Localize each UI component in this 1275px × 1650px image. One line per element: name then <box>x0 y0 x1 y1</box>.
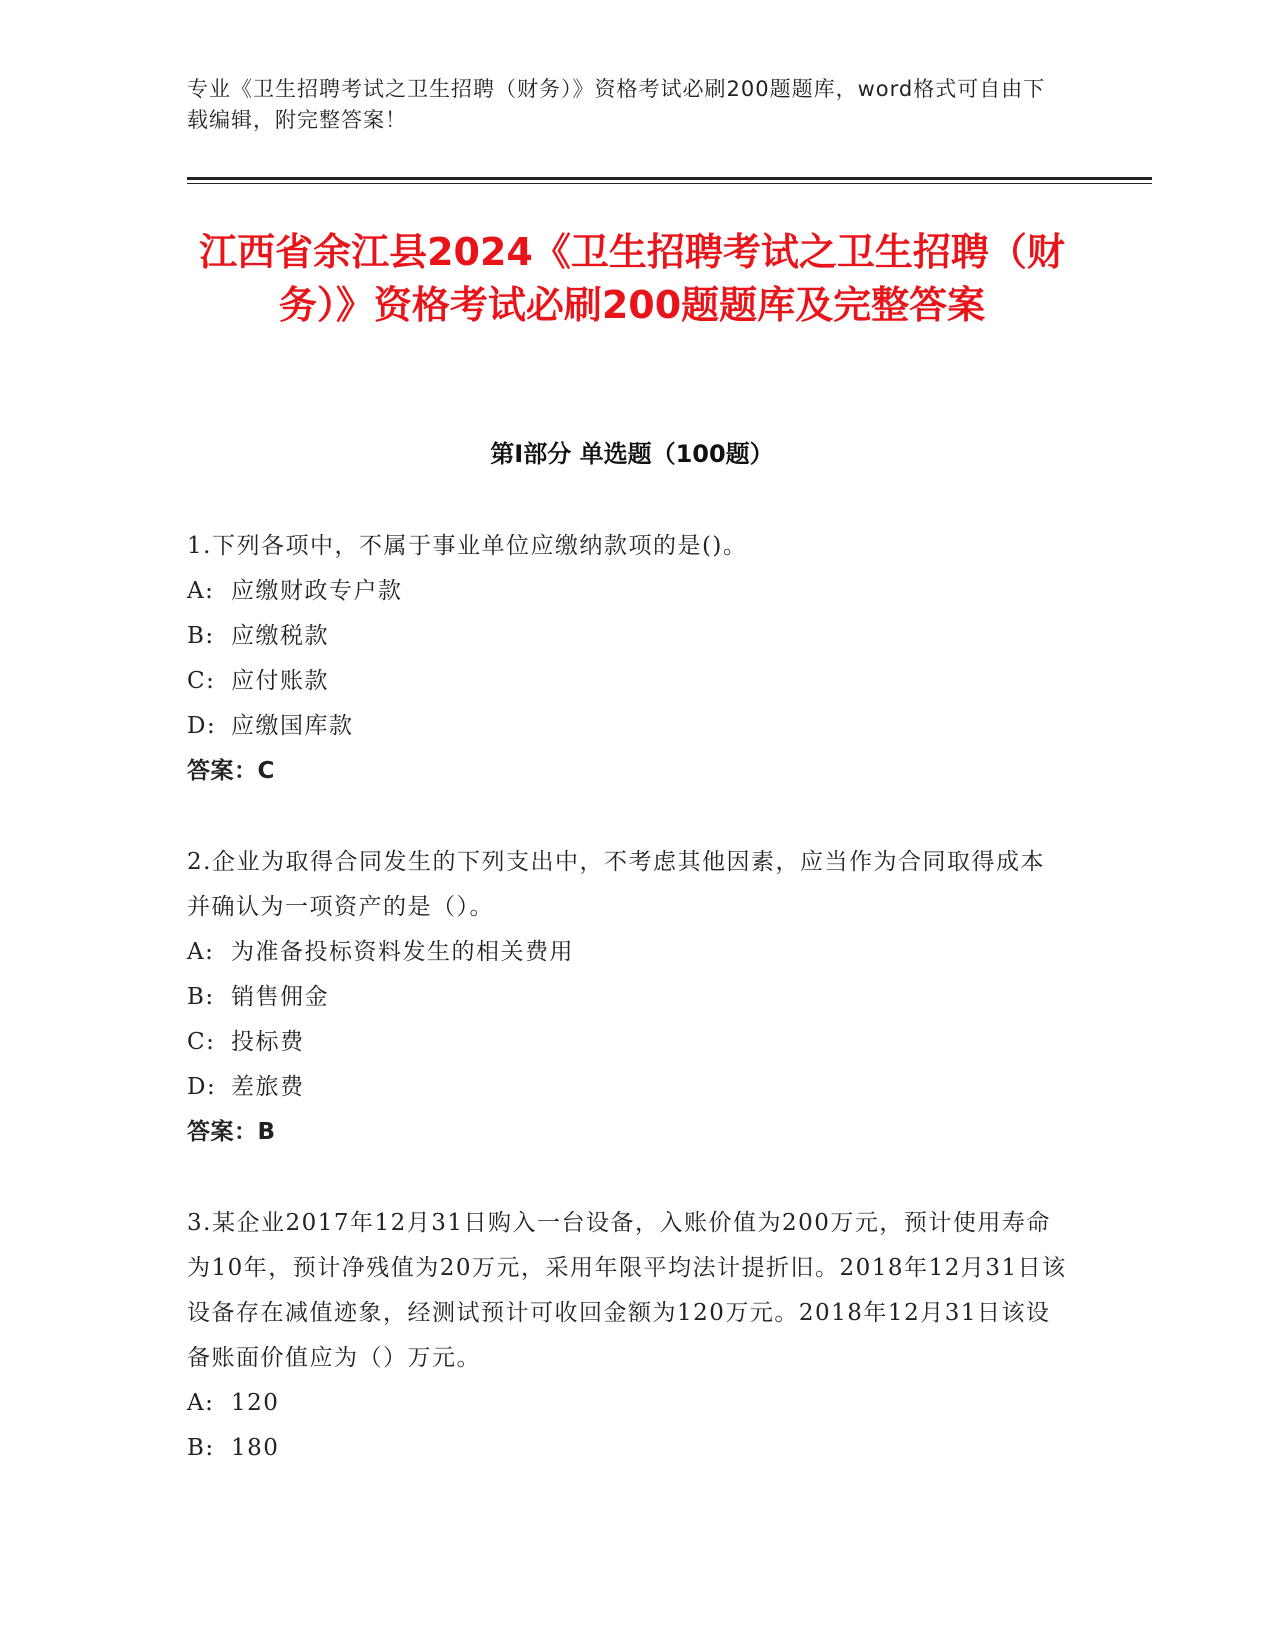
question-3 <box>187 1201 1067 1471</box>
answer-value: C <box>257 758 275 784</box>
option-label: B: <box>187 1435 215 1461</box>
header-note: 专业《卫生招聘考试之卫生招聘（财务）》资格考试必刷200题题库，word格式可自由下载编辑，附完整答案！ <box>187 77 1046 132</box>
answer-line <box>187 749 1067 794</box>
answer-prefix: 答案： <box>187 1119 258 1145</box>
section-heading: 第Ⅰ部分 单选题（100题） <box>490 440 774 468</box>
option-b <box>187 614 1067 659</box>
option-label: D: <box>187 713 217 739</box>
option-label: D: <box>187 1074 217 1100</box>
option-text: 应缴税款 <box>231 623 329 649</box>
option-label: A: <box>187 939 215 965</box>
question-stem: 1.下列各项中，不属于事业单位应缴纳款项的是()。 <box>187 533 748 559</box>
option-c <box>187 659 1067 704</box>
option-text: 投标费 <box>231 1029 305 1055</box>
option-label: A: <box>187 1390 215 1416</box>
option-text: 销售佣金 <box>231 984 329 1010</box>
option-a <box>187 569 1067 614</box>
header-rule-thick <box>187 177 1152 180</box>
option-text: 180 <box>231 1435 280 1461</box>
option-label: B: <box>187 984 215 1010</box>
option-text: 差旅费 <box>231 1074 305 1100</box>
option-text: 应缴国库款 <box>231 713 354 739</box>
option-label: C: <box>187 668 216 694</box>
document-title: 江西省余江县2024《卫生招聘考试之卫生招聘（财务）》资格考试必刷200题题库及完整答案 <box>199 230 1065 327</box>
option-b <box>187 975 1067 1020</box>
question-2 <box>187 840 1067 1155</box>
option-a <box>187 930 1067 975</box>
answer-value: B <box>257 1119 276 1145</box>
option-d <box>187 1065 1067 1110</box>
option-c <box>187 1020 1067 1065</box>
option-text: 应付账款 <box>231 668 329 694</box>
option-text: 为准备投标资料发生的相关费用 <box>231 939 574 965</box>
option-d <box>187 704 1067 749</box>
option-a <box>187 1381 1067 1426</box>
header-rule-thin <box>187 183 1152 184</box>
question-1 <box>187 524 1067 794</box>
question-stem: 3.某企业2017年12月31日购入一台设备，入账价值为200万元，预计使用寿命为10年，预计净残值为20万元，采用年限平均法计提折旧。2018年12月31日该设备存在减值迹象，经测试预计可收回金额为120万元。2018年12月31日该设备账面价值应为（）万元。 <box>187 1210 1067 1371</box>
question-list <box>187 524 1067 1517</box>
option-label: B: <box>187 623 215 649</box>
option-label: A: <box>187 578 215 604</box>
option-b <box>187 1426 1067 1471</box>
option-label: C: <box>187 1029 216 1055</box>
question-stem: 2.企业为取得合同发生的下列支出中，不考虑其他因素，应当作为合同取得成本并确认为一项资产的是（）。 <box>187 849 1045 920</box>
option-text: 120 <box>231 1390 280 1416</box>
answer-prefix: 答案： <box>187 758 258 784</box>
answer-line <box>187 1110 1067 1155</box>
option-text: 应缴财政专户款 <box>231 578 403 604</box>
